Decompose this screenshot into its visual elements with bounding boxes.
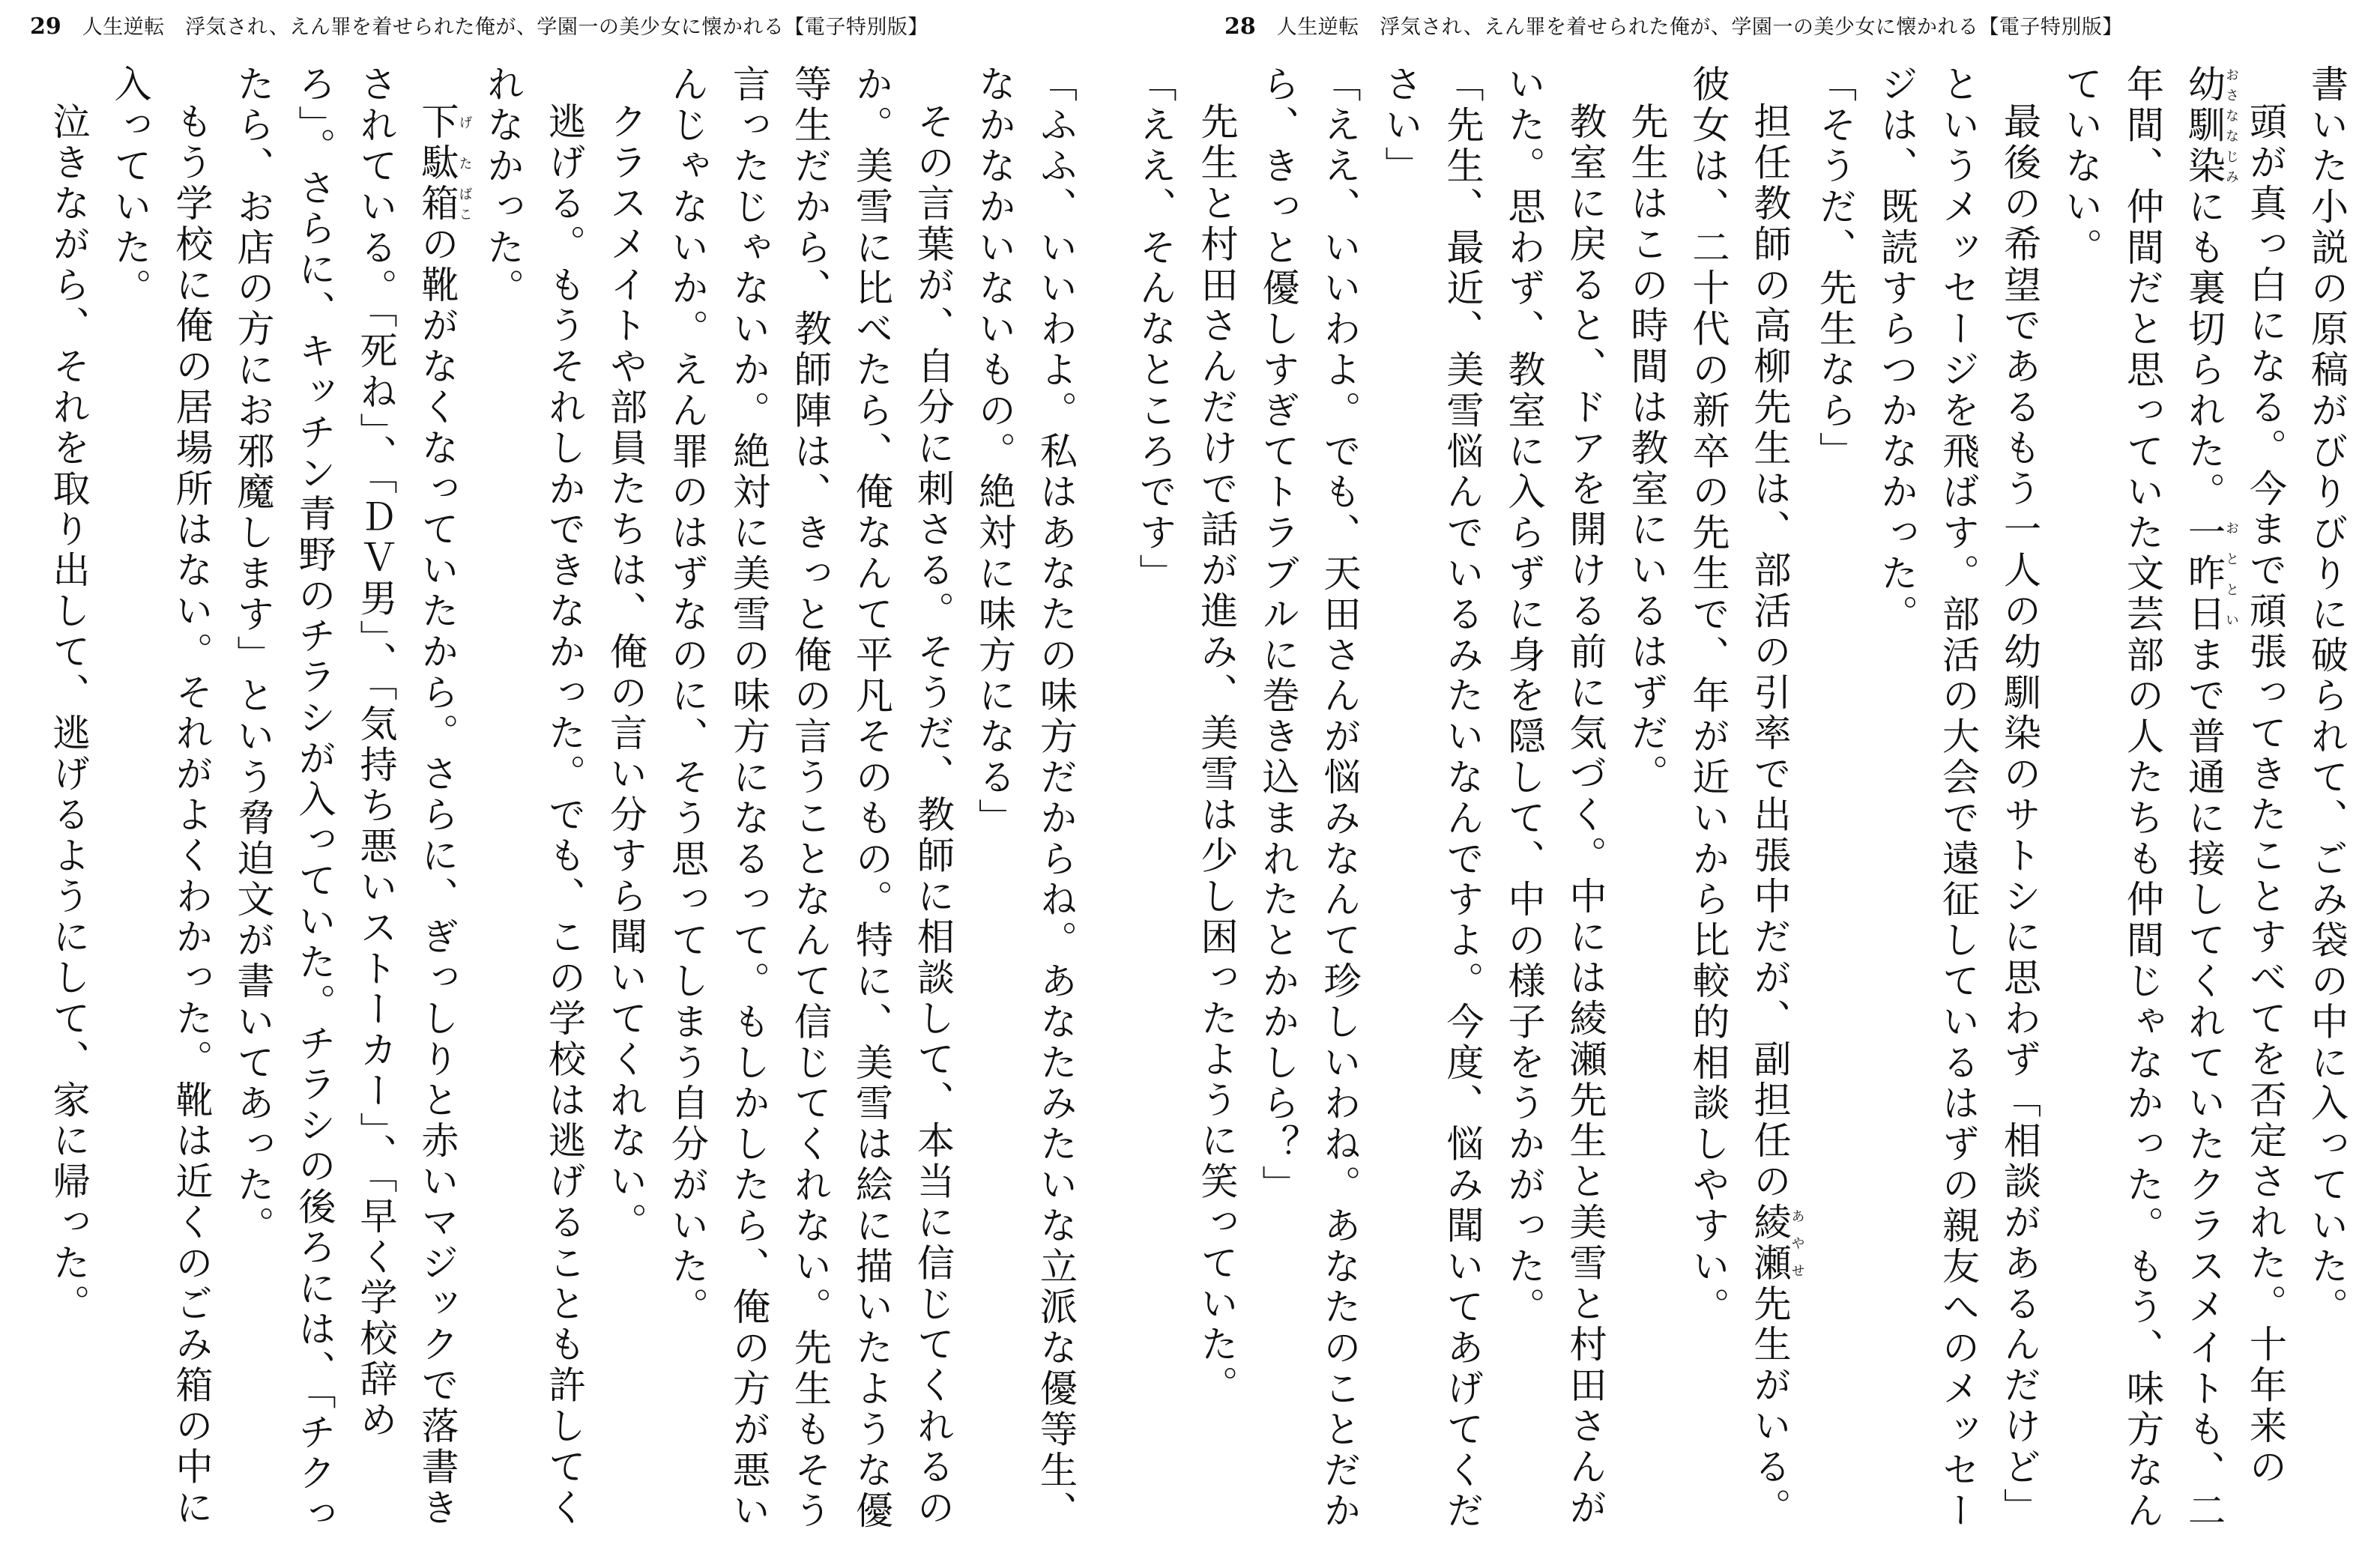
paragraph: 「ふふ、いいわよ。私はあなたの味方だからね。あなたみたいな立派な優等生、なかなかいないもの。絶対に味方になる」 bbox=[973, 64, 1078, 1532]
running-header bbox=[30, 10, 928, 40]
paragraph: 泣きながら、それを取り出して、逃げるようにして、家に帰った。 bbox=[46, 102, 91, 1325]
paragraph: 教室に戻ると、ドアを開ける前に気づく。中には綾瀬先生と美雪と村田さんがいた。思わず、教室に入らずに身を隠して、中の様子をうかがった。 bbox=[1502, 64, 1608, 1529]
body-text bbox=[1133, 64, 2358, 1540]
ruby-annotation: 一昨日おととい bbox=[2182, 512, 2239, 635]
paragraph: 先生はこの時間は教室にいるはずだ。 bbox=[1625, 102, 1670, 795]
paragraph: 先生と村田さんだけで話が進み、美雪は少し困ったように笑っていた。 bbox=[1194, 102, 1239, 1406]
ruby-annotation: 箱ばこ bbox=[415, 184, 473, 225]
body-text bbox=[46, 64, 1087, 1540]
ruby-annotation: 綾瀬あやせ bbox=[1748, 1202, 1805, 1284]
paragraph: 最後の希望であるもう一人の幼馴染のサトシに思わず「相談があるんだけど」というメッセージを飛ばす。部活の大会で遠征しているはずの親友へのメッセージは、既読すらつかなかった。 bbox=[1875, 64, 2042, 1532]
page-28 bbox=[1133, 0, 2374, 1568]
page-number: 29 bbox=[30, 13, 61, 40]
paragraph: 下駄げた箱ばこの靴がなくなっていたから。さらに、ぎっしりと赤いマジックで落書きされている。「死ね」、「ＤＶ男」、「気持ち悪いストーカー」、「早く学校辞めろ」。さらに、キッチン青野のチラシが入っていた。チラシの後ろには、「チクったら、お店の方にお邪魔します」という脅迫文が書いてあった。 bbox=[231, 64, 473, 1535]
paragraph: 頭が真っ白になる。今まで頑張ってきたことすべてを否定された。十年来の幼馴染おさななじみにも裏切られた。一昨日おとといまで普通に接してくれていたクラスメイトも、二年間、仲間だと思っていた文芸部の人たちも仲間じゃなかった。もう、味方なんていない。 bbox=[2059, 64, 2288, 1532]
book-title: 人生逆転 浮気され、えん罪を着せられた俺が、学園一の美少女に懐かれる【電子特別版】 bbox=[82, 16, 928, 39]
page-number: 28 bbox=[1224, 13, 1256, 40]
paragraph: 「ええ、いいわよ。でも、天田さんが悩みなんて珍しいわね。あなたのことだから、きっと優しすぎてトラブルに巻き込まれたとかかしら？」 bbox=[1256, 64, 1362, 1532]
running-header bbox=[1224, 10, 2123, 40]
paragraph: クラスメイトや部員たちは、俺の言い分すら聞いてくれない。 bbox=[604, 102, 648, 1244]
paragraph: その言葉が、自分に刺さる。そうだ、教師に相談して、本当に信じてくれるのか。美雪に比べたら、俺なんて平凡そのもの。特に、美雪は絵に描いたような優等生だから、教師陣は、きっと俺の言うことなんて信じてくれない。先生もそう言ったじゃないか。絶対に美雪の味方になるって。もしかしたら、俺の方が悪いんじゃないか。えん罪のはずなのに、そう思ってしまう自分がいた。 bbox=[665, 64, 955, 1532]
paragraph: 「ええ、そんなところです」 bbox=[1133, 64, 1178, 595]
ruby-annotation: 下駄げた bbox=[415, 102, 473, 184]
book-title: 人生逆転 浮気され、えん罪を着せられた俺が、学園一の美少女に懐かれる【電子特別版】 bbox=[1276, 16, 2123, 39]
paragraph: 書いた小説の原稿がびりびりに破られて、ごみ袋の中に入っていた。 bbox=[2305, 64, 2349, 1328]
paragraph: もう学校に俺の居場所はない。それがよくわかった。靴は近くのごみ箱の中に入っていた。 bbox=[108, 64, 214, 1529]
paragraph: 担任教師の高柳先生は、部活の引率で出張中だが、副担任の綾瀬あやせ先生がいる。彼女は、二十代の新卒の先生で、年が近いから比較的相談しやすい。 bbox=[1686, 64, 1805, 1529]
paragraph: 「先生、最近、美雪悩んでいるみたいなんですよ。今度、悩み聞いてあげてください」 bbox=[1379, 64, 1485, 1532]
paragraph: 「そうだ、先生なら」 bbox=[1813, 64, 1858, 472]
paragraph: 逃げる。もうそれしかできなかった。でも、この学校は逃げることも許してくれなかった。 bbox=[481, 64, 587, 1529]
ruby-annotation: 幼馴染おさななじみ bbox=[2182, 64, 2239, 187]
